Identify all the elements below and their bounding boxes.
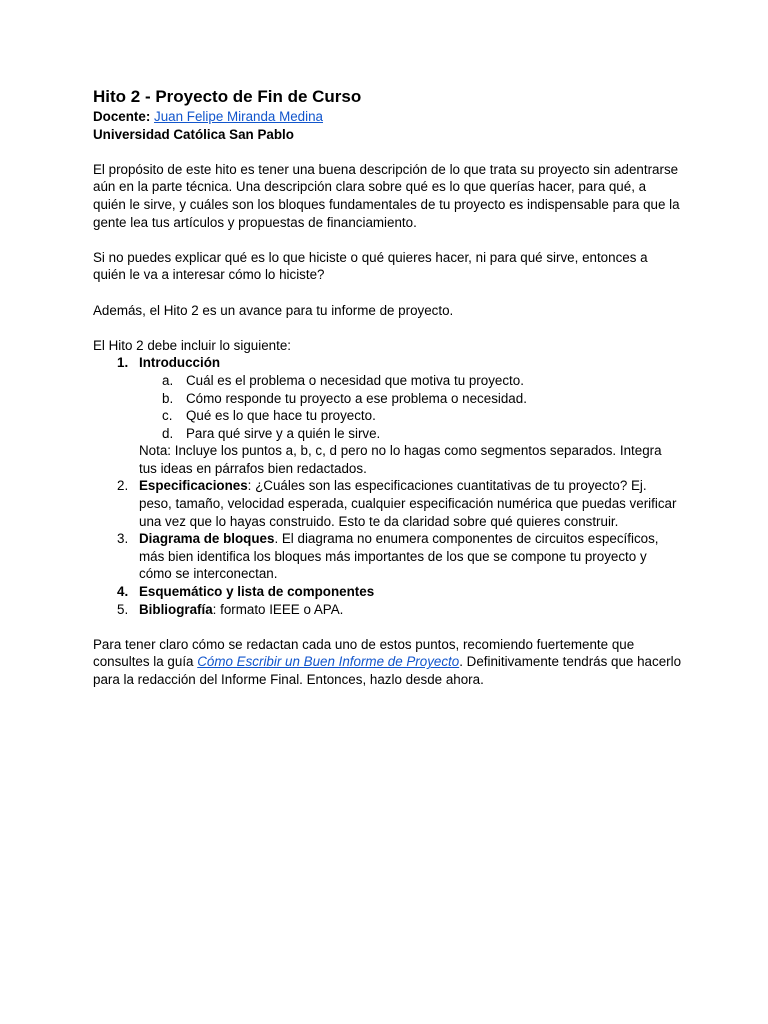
list-item-title: Especificaciones <box>139 478 248 494</box>
sublist-letter: d. <box>162 425 174 441</box>
requirements-list <box>93 354 682 618</box>
list-item-text: : formato IEEE o APA. <box>212 601 344 617</box>
list-item-number: 3. <box>117 531 129 547</box>
sublist-letter: b. <box>162 390 174 406</box>
introduccion-note: Nota: Incluye los puntos a, b, c, d pero no lo hagas como segmentos separados. Integra tus ideas en párrafos bien redactados. <box>139 443 662 476</box>
list-item-diagrama <box>93 530 682 583</box>
paragraph-closing <box>93 636 682 689</box>
university-name: Universidad Católica San Pablo <box>93 126 294 142</box>
guide-link[interactable]: Cómo Escribir un Buen Informe de Proyecto <box>197 654 460 670</box>
sublist-text: Qué es lo que hace tu proyecto. <box>186 408 376 424</box>
paragraph-advance: Además, el Hito 2 es un avance para tu informe de proyecto. <box>93 302 454 318</box>
list-item-bibliografia <box>93 601 682 619</box>
list-item-text: : ¿Cuáles son las especificaciones cuantitativas de tu proyecto? Ej. peso, tamaño, velocidad esperada, cualquier especificación numérica que puedas verificar una vez que lo hayas construido. Esto te da claridad sobre qué quieres construir. <box>139 478 677 529</box>
list-item-title: Esquemático y lista de componentes <box>139 584 375 600</box>
sublist-text: Para qué sirve y a quién le sirve. <box>186 425 381 441</box>
list-item-introduccion <box>93 354 682 477</box>
list-item-number: 2. <box>117 478 129 494</box>
sublist-item <box>139 390 682 408</box>
list-item-number: 5. <box>117 601 129 617</box>
document-title: Hito 2 - Proyecto de Fin de Curso <box>93 87 362 106</box>
paragraph-question: Si no puedes explicar qué es lo que hiciste o qué quieres hacer, ni para qué sirve, entonces a quién le va a interesar cómo lo hiciste? <box>93 249 648 283</box>
sublist-item <box>139 372 682 390</box>
sublist-letter: a. <box>162 372 174 388</box>
paragraph-list-intro: El Hito 2 debe incluir lo siguiente: <box>93 337 291 353</box>
list-item-title: Introducción <box>139 355 221 371</box>
closing-after-link: . Definitivamente tendrás que hacerlo para la redacción del Informe Final. Entonces, hazlo desde ahora. <box>93 654 682 687</box>
list-item-number: 1. <box>117 355 129 371</box>
list-item-title: Bibliografía <box>139 601 213 617</box>
list-item-especificaciones <box>93 477 682 530</box>
sublist-item <box>139 425 682 443</box>
sublist-item <box>139 407 682 425</box>
closing-before-link: Para tener claro cómo se redactan cada uno de estos puntos, recomiendo fuertemente que consultes la guía <box>93 636 635 670</box>
introduccion-sublist <box>139 372 682 442</box>
teacher-line <box>93 108 682 126</box>
list-item-number: 4. <box>117 584 129 600</box>
teacher-label: Docente: <box>93 109 151 124</box>
teacher-name-link[interactable]: Juan Felipe Miranda Medina <box>154 109 323 124</box>
sublist-letter: c. <box>162 408 173 424</box>
paragraph-purpose: El propósito de este hito es tener una buena descripción de lo que trata su proyecto sin adentrarse aún en la parte técnica. Una descripción clara sobre qué es lo que querías hacer, para qué, a quién le sirve, y cuáles son los bloques fundamentales de tu proyecto es indispensable para que la gente lea tus artículos y propuestas de financiamiento. <box>93 161 680 230</box>
sublist-text: Cómo responde tu proyecto a ese problema o necesidad. <box>186 390 527 406</box>
sublist-text: Cuál es el problema o necesidad que motiva tu proyecto. <box>186 372 524 388</box>
list-item-title: Diagrama de bloques <box>139 531 275 547</box>
list-item-esquematico <box>93 583 682 601</box>
list-item-text: . El diagrama no enumera componentes de circuitos específicos, más bien identifica los bloques más importantes de los que se compone tu proyecto y cómo se interconectan. <box>139 531 659 582</box>
